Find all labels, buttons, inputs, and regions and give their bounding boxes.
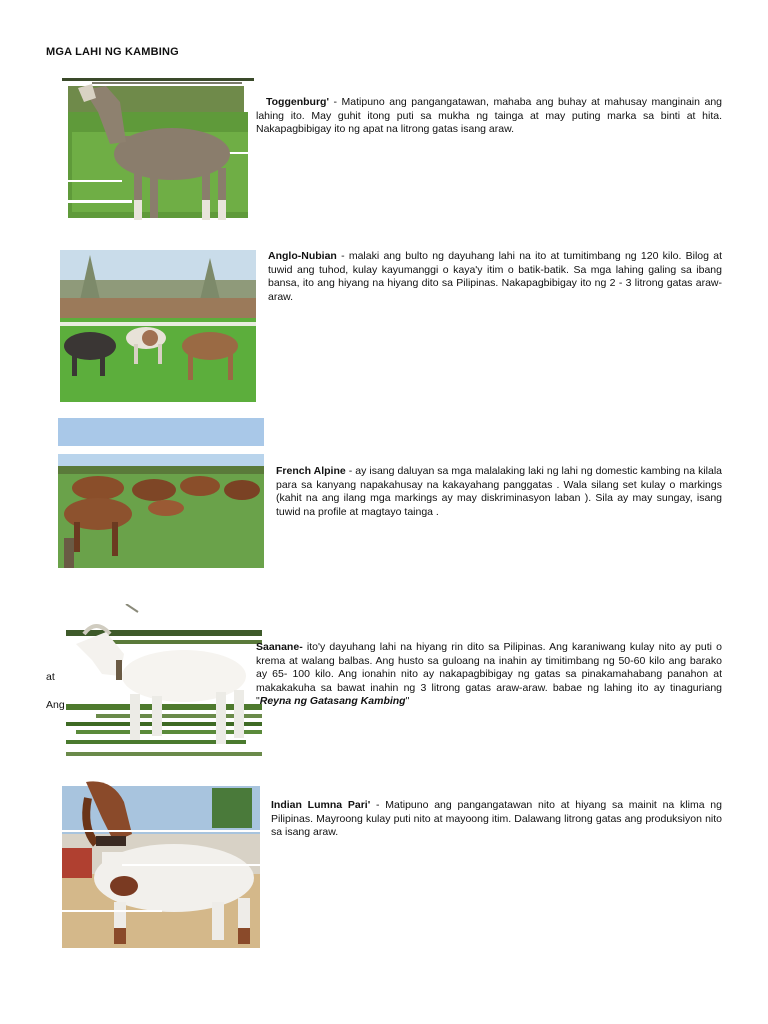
breed-emphasis-saanane: Reyna ng Gatasang Kambing (259, 695, 406, 708)
saanane-paragraph (256, 641, 722, 709)
saanane-goat-photo (66, 604, 262, 760)
indian-lumna-pari-goat-photo (62, 778, 260, 948)
breed-description-indian-lumna-pari: - Matipuno ang pangangatawan nito at hiyang sa mainit na klima ng Pilipinas. Mayroong kulay puti nito at mayoong itim. Dalawang litrong gatas ang produksiyon nito sa isang araw. (271, 799, 722, 839)
stray-word-ang: Ang (46, 699, 65, 711)
breed-name-indian-lumna-pari: Indian Lumna Pari' (271, 799, 371, 811)
indian-lumna-pari-paragraph (271, 799, 722, 840)
breed-description-anglo-nubian: - malaki ang bulto ng dayuhang lahi na ito at tumitimbang ng 120 kilo. Bilog at tuwid ang tuhod, kulay kayumanggi o kaya'y itim o batik-batik. Sa mga lahing galing sa ibang bansa, ito ang hiyang na hiyang dito sa Pilipinas. Nakapagbibigay ito ng 2 - 3 litrong gatas araw-araw. (268, 250, 722, 303)
toggenburg-paragraph (256, 96, 722, 137)
french-alpine-goat-photo (58, 418, 264, 572)
french-alpine-paragraph (276, 465, 722, 519)
breed-description-saanane: ito'y dayuhang lahi na hiyang rin dito sa Pilipinas. Ang karaniwang kulay nito ay puti o krema at walang balbas. Ang husto sa guloang na inahin ay timitimbang ng 50-60 kilo ang barako ay 65- 100 kilo. Ang ionahin nito ay nakapagbibigay ng gatas sa pinakamahabang panahon at makakakuha sa bawat inahin ng 3 litrong gatas araw-araw. babae ng lahing ito ay tinaguriang " (256, 641, 722, 708)
anglo-nubian-paragraph (268, 250, 722, 304)
anglo-nubian-goat-photo (60, 250, 256, 406)
breed-name-anglo-nubian: Anglo-Nubian (268, 250, 337, 262)
breed-tail-saanane: " (405, 695, 410, 708)
document-title: MGA LAHI NG KAMBING (46, 46, 179, 58)
breed-name-french-alpine: French Alpine (276, 465, 346, 477)
breed-name-saanane: Saanane- (256, 641, 303, 653)
breed-description-toggenburg: - Matipuno ang pangangatawan, mahaba ang buhay at mahusay manginain ang lahing ito. May guhit itong puti sa mukha ng tainga at may puting marka sa binti at hita. Nakapagbibigay ito ng apat na litrong gatas isang araw. (256, 96, 722, 136)
breed-name-toggenburg: Toggenburg' (266, 96, 329, 108)
toggenburg-goat-photo (62, 72, 254, 228)
breed-description-french-alpine: - ay isang daluyan sa mga malalaking laki ng lahi ng domestic kambing na kilala para sa kanyang napakahusay na kakayahang panggatas . Wala silang set kulay o markings (kahit na ang ilang mga markings ay may diskriminasyon laban ). Sila ay may sungay, isang tuwid na profile at magtayo tainga . (276, 465, 722, 518)
stray-word-at: at (46, 671, 55, 683)
